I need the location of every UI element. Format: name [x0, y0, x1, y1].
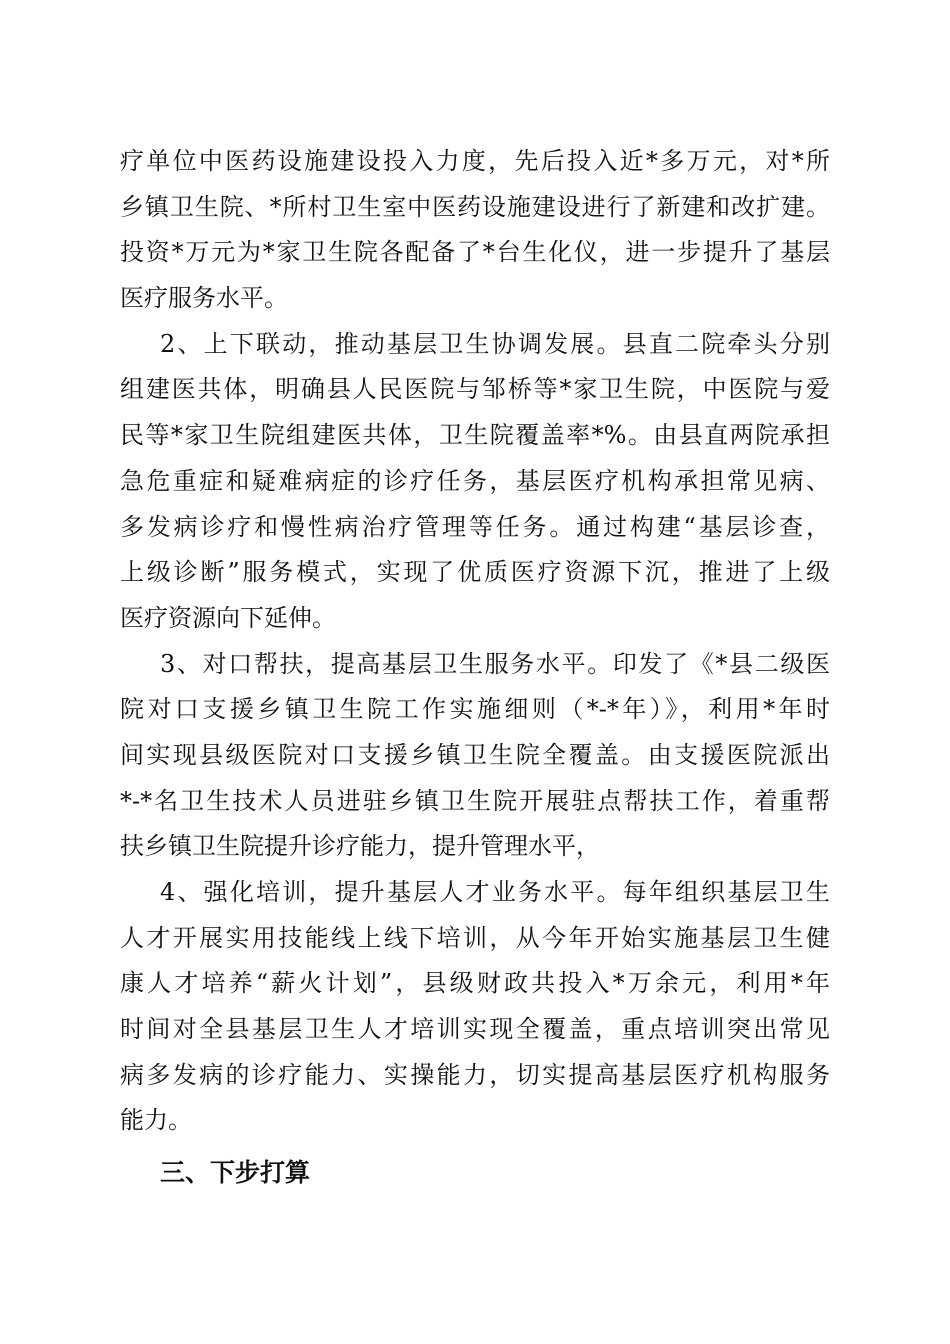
text-line: 病多发病的诊疗能力、实操能力，切实提高基层医疗机构服务	[120, 1060, 830, 1089]
paragraph-4	[120, 870, 830, 1144]
text-line: 多发病诊疗和慢性病治疗管理等任务。通过构建“基层诊查，	[120, 512, 830, 541]
text-line: 间实现县级医院对口支援乡镇卫生院全覆盖。由支援医院派出	[120, 740, 830, 769]
text-line: 人才开展实用技能线上线下培训，从今年开始实施基层卫生健	[120, 923, 830, 952]
text-line: 医疗资源向下延伸。	[120, 603, 336, 632]
text-line: 能力。	[120, 1106, 192, 1135]
text-line: 民等*家卫生院组建医共体，卫生院覆盖率*%。由县直两院承担	[120, 421, 830, 450]
text-line: 康人才培养“薪火计划”，县级财政共投入*万余元，利用*年	[120, 969, 830, 998]
text-line: 扶乡镇卫生院提升诊疗能力，提升管理水平，	[120, 832, 600, 861]
section-heading: 三、下步打算	[160, 1158, 311, 1188]
text-line: 时间对全县基层卫生人才培训实现全覆盖，重点培训突出常见	[120, 1015, 830, 1044]
text-line: 疗单位中医药设施建设投入力度，先后投入近*多万元，对*所	[120, 147, 830, 175]
document-body	[120, 139, 830, 1196]
paragraph-2	[120, 322, 830, 642]
text-line: 上级诊断”服务模式，实现了优质医疗资源下沉，推进了上级	[120, 558, 830, 587]
text-line: 4、强化培训，提升基层人才业务水平。每年组织基层卫生	[160, 878, 830, 906]
text-line: 投资*万元为*家卫生院各配备了*台生化仪，进一步提升了基层	[120, 238, 830, 267]
text-line: 3、对口帮扶，提高基层卫生服务水平。印发了《*县二级医	[160, 649, 830, 678]
text-line: 院对口支援乡镇卫生院工作实施细则（*-*年）》，利用*年时	[120, 695, 830, 724]
text-line: 组建医共体，明确县人民医院与邹桥等*家卫生院，中医院与爱	[120, 375, 830, 404]
text-line: 急危重症和疑难病症的诊疗任务，基层医疗机构承担常见病、	[120, 466, 830, 495]
text-line: 乡镇卫生院、*所村卫生室中医药设施建设进行了新建和改扩建。	[120, 192, 830, 221]
text-line: 2、上下联动，推动基层卫生协调发展。县直二院牵头分别	[160, 329, 830, 358]
text-line: 医疗服务水平。	[120, 284, 288, 313]
paragraph-3	[120, 642, 830, 870]
paragraph-1-continuation	[120, 139, 830, 322]
text-line: *-*名卫生技术人员进驻乡镇卫生院开展驻点帮扶工作，着重帮	[120, 786, 830, 815]
